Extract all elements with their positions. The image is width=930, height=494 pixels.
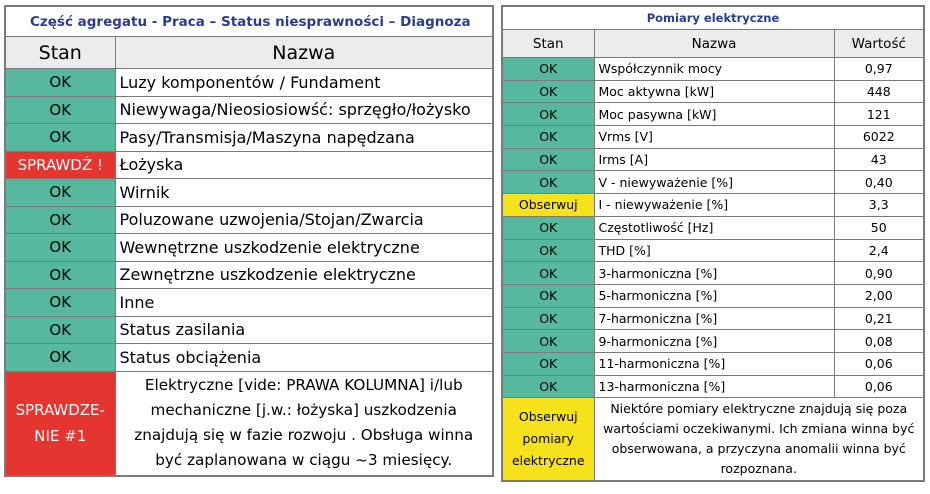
measurement-row [502,80,924,103]
status-cell: OK [5,124,115,152]
measurement-value-cell: 2,00 [834,284,924,307]
measurement-value-cell: 0,40 [834,171,924,194]
component-row [5,206,493,234]
status-cell: OK [5,316,115,344]
component-row [5,316,493,344]
measurement-value-cell: 121 [834,103,924,126]
measurement-value-cell: 6022 [834,126,924,149]
measurement-name-cell: 11-harmoniczna [%] [594,352,834,375]
status-cell: OK [502,171,594,194]
component-row [5,261,493,289]
measurements-table-title: Pomiary elektryczne [502,6,924,30]
measurement-name-cell: Moc pasywna [kW] [594,103,834,126]
status-cell: OK [502,375,594,398]
component-name-cell: Pasy/Transmisja/Maszyna napędzana [115,124,493,152]
component-table-title: Część agregatu - Praca – Status niesprawności – Diagnoza [5,6,493,37]
diagnosis-text-cell: Elektryczne [vide: PRAWA KOLUMNA] i/lub mechaniczne [j.w.: łożyska] uszkodzenia znajdują się w fazie rozwoju . Obsługa winna być zaplanowana w ciągu ~3 miesięcy. [115,371,493,476]
status-cell: OK [5,289,115,317]
measurement-row [502,352,924,375]
diagnosis-row [5,371,493,476]
measurement-name-cell: V - niewyważenie [%] [594,171,834,194]
value-column-header: Wartość [834,30,924,58]
component-name-cell: Zewnętrzne uszkodzenie elektryczne [115,261,493,289]
measurement-name-cell: 5-harmoniczna [%] [594,284,834,307]
status-cell: OK [502,148,594,171]
measurement-row [502,58,924,81]
measurement-summary-status-cell: Obserwuj pomiary elektryczne [502,398,594,482]
component-name-cell: Łożyska [115,151,493,179]
measurement-value-cell: 448 [834,80,924,103]
component-row [5,124,493,152]
component-name-cell: Luzy komponentów / Fundament [115,69,493,97]
component-name-cell: Poluzowane uzwojenia/Stojan/Zwarcia [115,206,493,234]
status-cell: OK [502,103,594,126]
measurement-value-cell: 0,08 [834,330,924,353]
measurement-value-cell: 0,21 [834,307,924,330]
measurement-name-cell: 9-harmoniczna [%] [594,330,834,353]
status-cell: OK [502,262,594,285]
component-name-cell: Inne [115,289,493,317]
status-cell: OK [5,261,115,289]
measurement-name-cell: 13-harmoniczna [%] [594,375,834,398]
component-row [5,344,493,372]
measurement-row [502,239,924,262]
status-cell: OK [5,344,115,372]
status-column-header: Stan [5,37,115,69]
measurement-row [502,103,924,126]
diagnosis-status-cell: SPRAWDZE-NIE #1 [5,371,115,476]
measurement-name-cell: THD [%] [594,239,834,262]
measurement-row [502,148,924,171]
status-cell: OK [502,284,594,307]
measurement-summary-row [502,398,924,482]
component-name-cell: Wirnik [115,179,493,207]
status-cell: OK [502,80,594,103]
status-column-header: Stan [502,30,594,58]
measurement-name-cell: I - niewyważenie [%] [594,194,834,217]
measurement-value-cell: 0,06 [834,375,924,398]
status-cell: OK [502,126,594,149]
component-row [5,69,493,97]
component-name-cell: Status zasilania [115,316,493,344]
measurement-summary-text-cell: Niektóre pomiary elektryczne znajdują się poza wartościami oczekiwanymi. Ich zmiana winna być obserwowana, a przyczyna anomalii winna być rozpoznana. [594,398,924,482]
measurement-row [502,375,924,398]
measurement-name-cell: Moc aktywna [kW] [594,80,834,103]
status-cell: OK [5,206,115,234]
measurement-value-cell: 0,06 [834,352,924,375]
component-name-cell: Status obciążenia [115,344,493,372]
status-cell: OK [502,239,594,262]
measurement-value-cell: 0,97 [834,58,924,81]
electrical-measurements-table [501,5,925,482]
measurement-value-cell: 3,3 [834,194,924,217]
status-cell: OK [502,58,594,81]
measurement-row [502,307,924,330]
measurement-row [502,216,924,239]
measurement-name-cell: Vrms [V] [594,126,834,149]
status-cell: OK [502,307,594,330]
status-cell: OK [5,179,115,207]
measurement-row [502,171,924,194]
measurement-name-cell: 3-harmoniczna [%] [594,262,834,285]
status-cell: Obserwuj [502,194,594,217]
name-column-header: Nazwa [594,30,834,58]
measurement-row [502,194,924,217]
measurement-value-cell: 0,90 [834,262,924,285]
status-cell: OK [502,352,594,375]
component-row [5,289,493,317]
component-row [5,234,493,262]
component-row [5,179,493,207]
status-cell: OK [502,330,594,353]
status-cell: OK [5,234,115,262]
measurement-row [502,330,924,353]
status-cell: OK [502,216,594,239]
component-name-cell: Niewywaga/Nieosiosiowść: sprzęgło/łożysko [115,96,493,124]
status-cell: OK [5,96,115,124]
measurement-value-cell: 2,4 [834,239,924,262]
measurement-name-cell: 7-harmoniczna [%] [594,307,834,330]
component-row [5,151,493,179]
measurement-row [502,126,924,149]
measurement-name-cell: Irms [A] [594,148,834,171]
component-row [5,96,493,124]
status-cell: OK [5,69,115,97]
measurement-row [502,284,924,307]
component-status-table [4,5,494,477]
measurement-value-cell: 50 [834,216,924,239]
name-column-header: Nazwa [115,37,493,69]
measurement-row [502,262,924,285]
measurement-name-cell: Współczynnik mocy [594,58,834,81]
measurement-name-cell: Częstotliwość [Hz] [594,216,834,239]
component-name-cell: Wewnętrzne uszkodzenie elektryczne [115,234,493,262]
status-cell: SPRAWDŹ ! [5,151,115,179]
measurement-value-cell: 43 [834,148,924,171]
